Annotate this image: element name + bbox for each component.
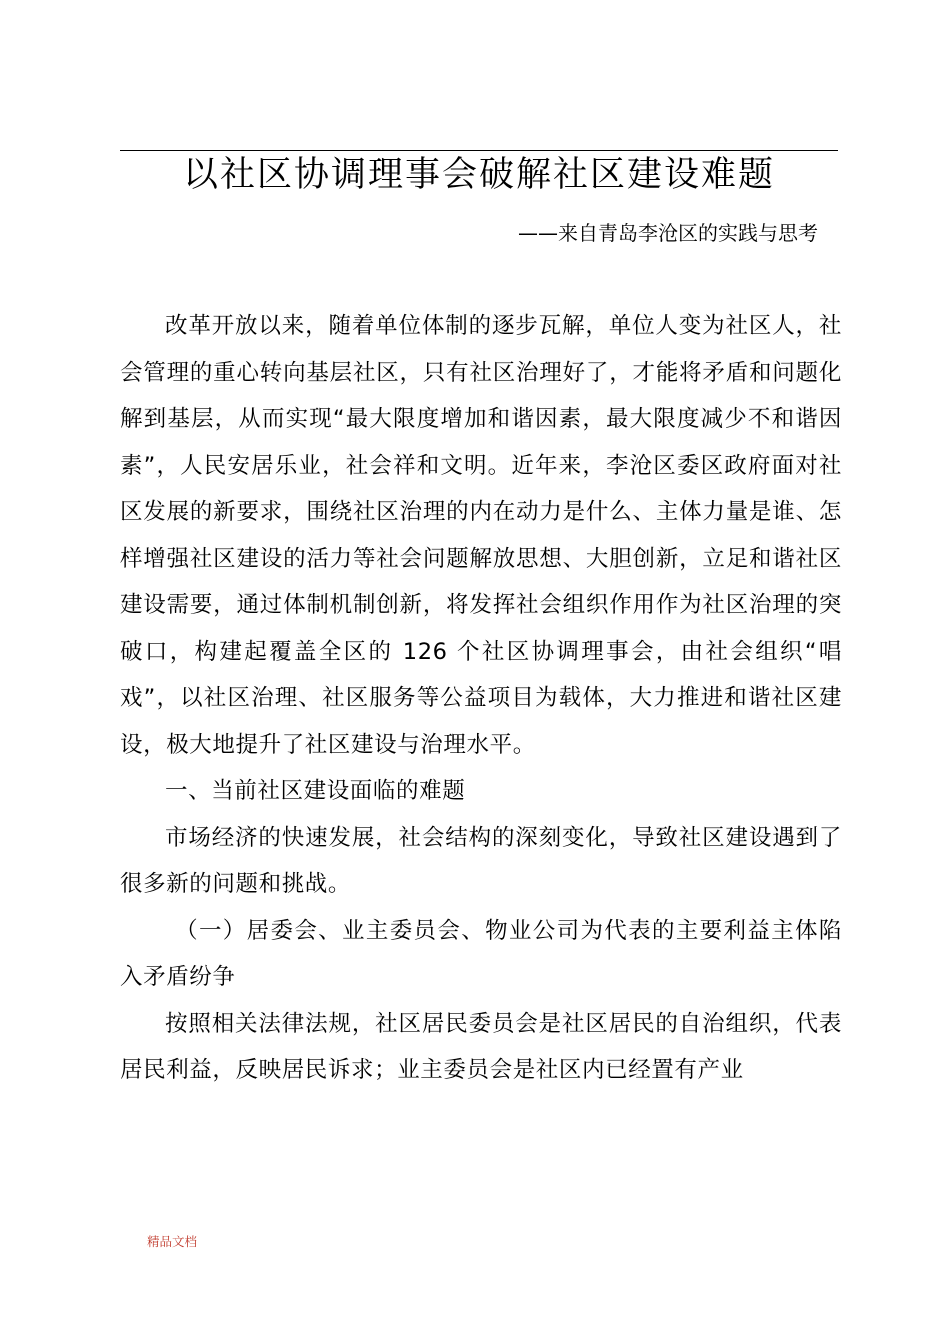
section-heading: 一、当前社区建设面临的难题 xyxy=(165,778,466,804)
paragraph-intro: 改革开放以来，随着单位体制的逐步瓦解，单位人变为社区人，社会管理的重心转向基层社区，只有社区治理好了，才能将矛盾和问题化解到基层，从而实现“最大限度增加和谐因素，最大限度减少不和谐因素”，人民安居乐业，社会祥和文明。近年来，李沧区委区政府面对社区发展的新要求，围绕社区治理的内在动力是什么、主体力量是谁、怎样增强社区建设的活力等社会问题解放思想、大胆创新，立足和谐社区建设需要，通过体制机制创新，将发挥社会组织作用作为社区治理的突破口，构建起覆盖全区的 126 个社区协调理事会，由社会组织“唱戏”，以社区治理、社区服务等公益项目为载体，大力推进和谐社区建设，极大地提升了社区建设与治理水平。 xyxy=(120,313,842,758)
subsection-heading: （一）居委会、业主委员会、物业公司为代表的主要利益主体陷入矛盾纷争 xyxy=(120,917,842,990)
paragraph-section-intro: 市场经济的快速发展，社会结构的深刻变化，导致社区建设遇到了很多新的问题和挑战。 xyxy=(120,824,842,897)
paragraph-subsection: 按照相关法律法规，社区居民委员会是社区居民的自治组织，代表居民利益，反映居民诉求；业主委员会是社区内已经置有产业 xyxy=(120,1010,842,1083)
document-subtitle: ——来自青岛李沧区的实践与思考 xyxy=(518,221,818,245)
document-title: 以社区协调理事会破解社区建设难题 xyxy=(182,155,775,195)
header-rule xyxy=(120,150,838,151)
footer-watermark: 精品文档 xyxy=(147,1234,198,1249)
document-body xyxy=(120,303,842,1094)
